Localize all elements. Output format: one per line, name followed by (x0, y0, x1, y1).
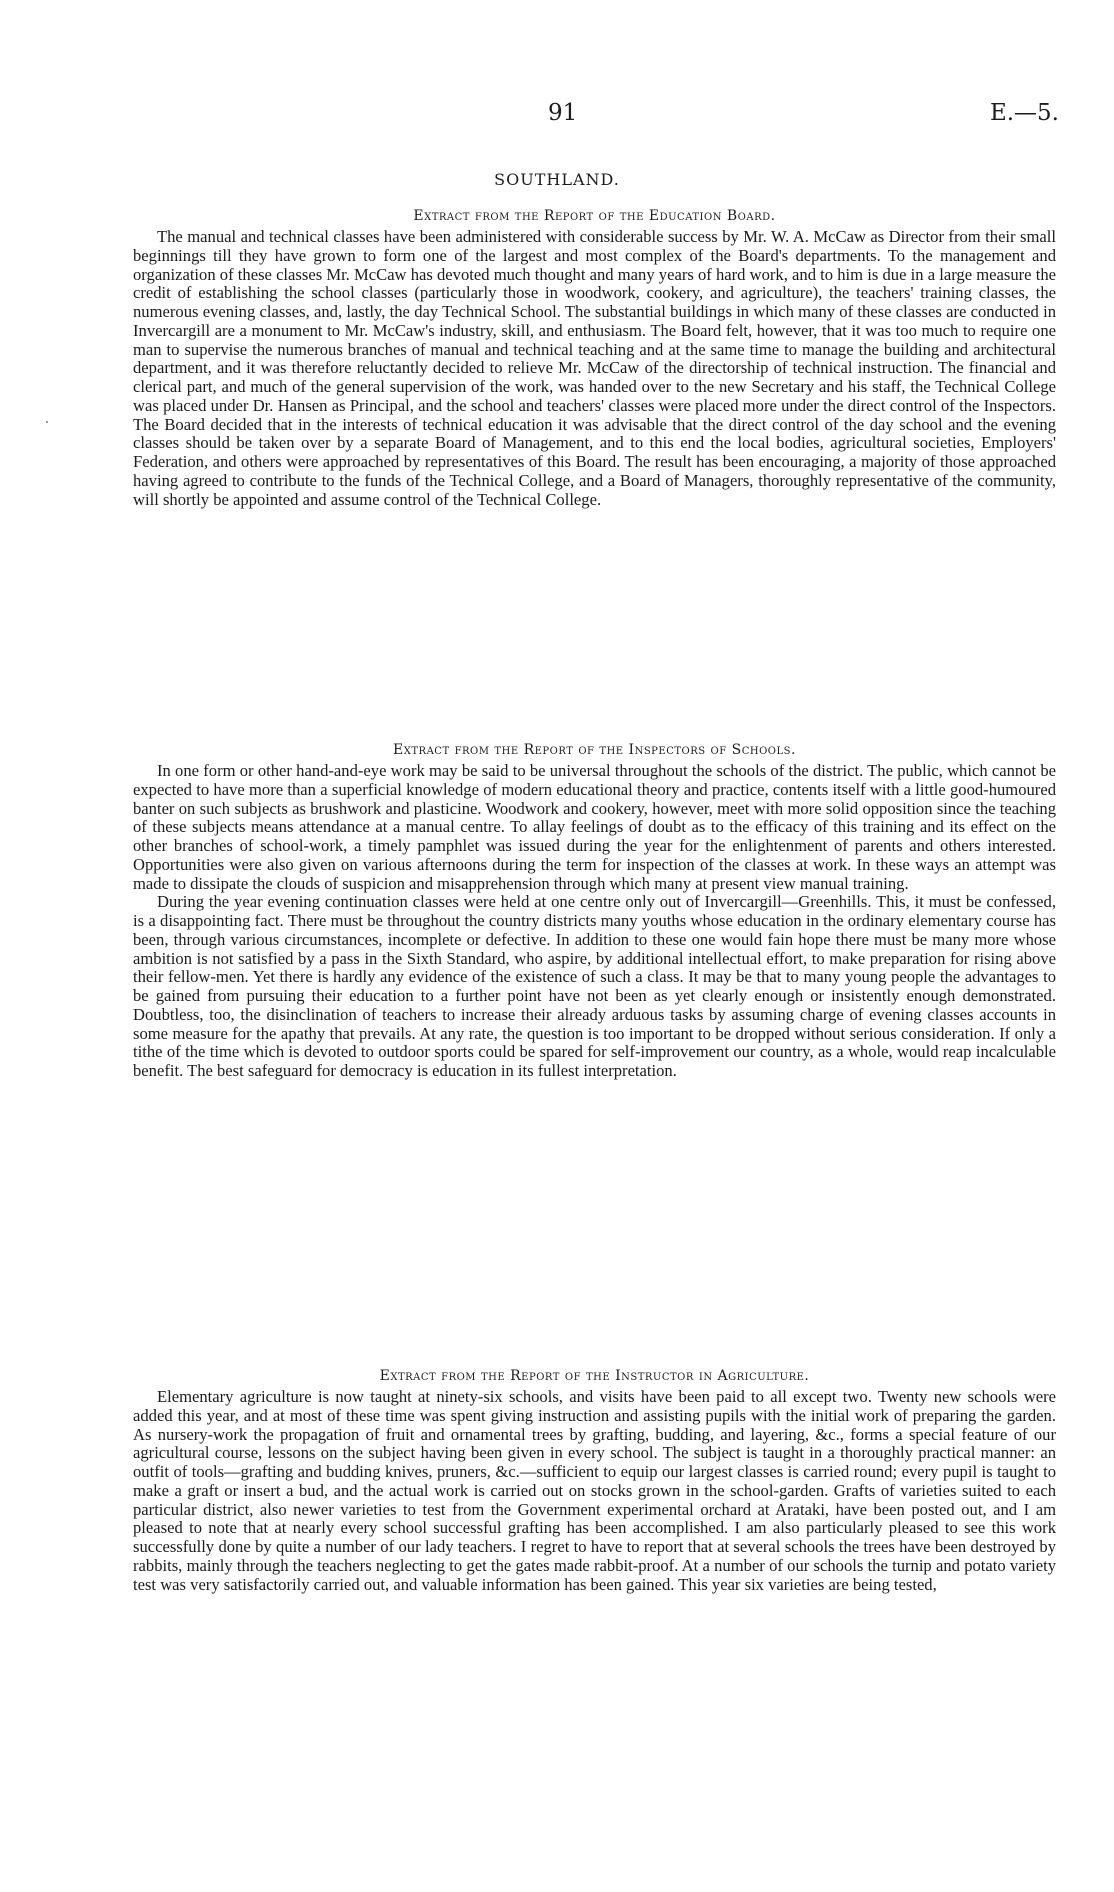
section-inspectors (133, 742, 1056, 1081)
page-title: SOUTHLAND. (494, 170, 620, 189)
document-code: E.—5. (989, 100, 1059, 126)
section-agriculture (133, 1368, 1056, 1594)
page-number: 91 (548, 100, 578, 126)
section-heading: Extract from the Report of the Instructor in Agriculture. (379, 1368, 810, 1384)
margin-mark (46, 421, 48, 423)
paragraph: During the year evening continuation classes were held at one centre only out of Invercargill—Greenhills. This, it must be confessed, is a disappointing fact. There must be throughout the country districts many youths whose education in the ordinary elementary course has been, through various circumstances, incomplete or defective. In addition to these one would fain hope there must be many more whose ambition is not satisfied by a pass in the Sixth Standard, who aspire, by additional intellectual effort, to make preparation for rising above their fellow-men. Yet there is hardly any evidence of the existence of such a class. It may be that to many young people the advantages to be gained from pursuing their education to a further point have not been as yet clearly enough or insistently enough demonstrated. Doubtless, too, the disinclination of teachers to increase their already arduous tasks by assuming charge of evening classes accounts in some measure for the apathy that prevails. At any rate, the question is too important to be dropped without serious consideration. If only a tithe of the time which is devoted to outdoor sports could be spared for self-improvement our country, as a whole, would reap incalculable benefit. The best safeguard for democracy is education in its fullest interpretation. (133, 892, 1056, 1080)
section-education-board (133, 208, 1056, 509)
section-heading: Extract from the Report of the Education Board. (413, 208, 776, 224)
section-heading: Extract from the Report of the Inspectors of Schools. (393, 742, 796, 758)
paragraph: In one form or other hand-and-eye work may be said to be universal throughout the schools of the district. The public, which cannot be expected to have more than a superficial knowledge of modern educational theory and practice, contents itself with a little good-humoured banter on such subjects as brushwork and plasticine. Woodwork and cookery, however, meet with more solid opposition since the teaching of these subjects means attendance at a manual centre. To allay feelings of doubt as to the efficacy of this training and its effect on the other branches of school-work, a timely pamphlet was issued during the year for the enlightenment of parents and others interested. Opportunities were also given on various afternoons during the term for inspection of the classes at work. In these ways an attempt was made to dissipate the clouds of suspicion and misapprehension through which many at present view manual training. (133, 761, 1056, 893)
paragraph: The manual and technical classes have been administered with considerable success by Mr. W. A. McCaw as Director from their small beginnings till they have grown to form one of the largest and most complex of the Board's departments. To the management and organization of these classes Mr. McCaw has devoted much thought and many years of hard work, and to him is due in a large measure the credit of establishing the school classes (particularly those in woodwork, cookery, and agriculture), the teachers' training classes, the numerous evening classes, and, lastly, the day Technical School. The substantial buildings in which many of these classes are conducted in Invercargill are a monument to Mr. McCaw's industry, skill, and enthusiasm. The Board felt, however, that it was too much to require one man to supervise the numerous branches of manual and technical teaching and at the same time to manage the building and architectural department, and it was therefore reluctantly decided to relieve Mr. McCaw of the directorship of technical instruction. The financial and clerical part, and much of the general supervision of the work, was handed over to the new Secretary and his staff, the Technical College was placed under Dr. Hansen as Principal, and the school and teachers' classes were placed more under the direct control of the Inspectors. The Board decided that in the interests of technical education it was advisable that the direct control of the day school and the evening classes should be taken over by a separate Board of Management, and to this end the local bodies, agricultural societies, Employers' Federation, and others were approached by representatives of this Board. The result has been encouraging, a majority of those approached having agreed to contribute to the funds of the Technical College, and a Board of Managers, thoroughly representative of the community, will shortly be appointed and assume control of the Technical College. (133, 227, 1056, 509)
paragraph: Elementary agriculture is now taught at ninety-six schools, and visits have been paid to all except two. Twenty new schools were added this year, and at most of these time was spent giving instruction and assisting pupils with the initial work of preparing the garden. As nursery-work the propagation of fruit and ornamental trees by grafting, budding, and layering, &c., forms a special feature of our agricultural course, lessons on the subject having been given in every school. The subject is taught in a thoroughly practical manner: an outfit of tools—grafting and budding knives, pruners, &c.—sufficient to equip our largest classes is carried round; every pupil is taught to make a graft or insert a bud, and the actual work is carried out on stocks grown in the school-garden. Grafts of varieties suited to each particular district, also newer varieties to test from the Government experimental orchard at Arataki, have been posted out, and I am pleased to note that at nearly every school successful grafting has been accomplished. I am also particularly pleased to see this work successfully done by quite a number of our lady teachers. I regret to have to report that at several schools the trees have been destroyed by rabbits, mainly through the teachers neglecting to get the gates made rabbit-proof. At a number of our schools the turnip and potato variety test was very satisfactorily carried out, and valuable information has been gained. This year six varieties are being tested, (133, 1387, 1056, 1594)
